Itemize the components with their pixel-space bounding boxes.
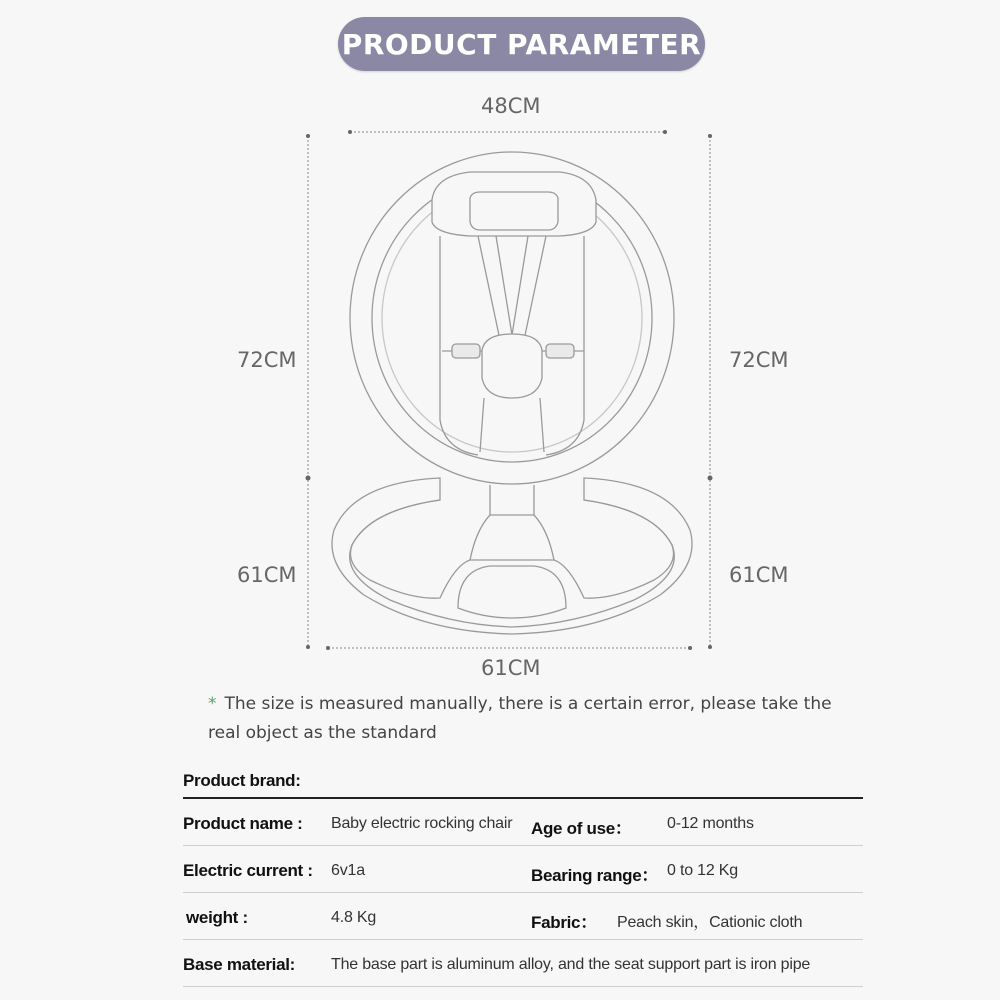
measurement-note [208,690,848,748]
note-star: * [208,694,217,714]
spec-row-name-age [183,799,863,846]
dim-label-lower-height-right: 61CM [729,563,789,587]
current-value: 6v1a [331,862,365,879]
age-label: Age of use： [531,819,632,838]
spec-row-current-bearing [183,846,863,893]
weight-value: 4.8 Kg [331,909,377,926]
dim-label-upper-height-right: 72CM [729,348,789,372]
current-label: Electric current : [183,861,313,880]
fabric-label: Fabric： [531,913,597,932]
name-value: Baby electric rocking chair [331,815,513,832]
brand-label: Product brand: [183,771,301,790]
note-text: The size is measured manually, there is a certain error, please take the real object as the standard [208,694,832,743]
belly-pad [482,334,542,398]
name-label: Product name : [183,814,303,833]
fabric-value: Peach skin，Cationic cloth [617,914,803,931]
dim-label-base-width: 61CM [481,656,541,680]
section-title: PRODUCT PARAMETER [338,17,705,71]
spec-row-base-material [183,940,863,987]
base-frame [332,478,692,634]
dim-label-top-width: 48CM [481,94,541,118]
buckle-right [546,344,574,358]
bearing-value: 0 to 12 Kg [667,862,738,879]
harness-straps [478,236,546,340]
spec-table [183,765,863,987]
base-material-label: Base material: [183,955,296,974]
support-post [470,485,554,560]
spec-row-weight-fabric [183,893,863,940]
spec-row-brand [183,765,863,799]
buckle-left [452,344,480,358]
base-material-value: The base part is aluminum alloy, and the seat support part is iron pipe [331,956,811,973]
bearing-label: Bearing range： [531,866,659,885]
headrest [432,172,596,236]
dim-label-upper-height-left: 72CM [237,348,297,372]
weight-label: weight : [186,908,248,927]
dim-label-lower-height-left: 61CM [237,563,297,587]
age-value: 0-12 months [667,815,754,832]
